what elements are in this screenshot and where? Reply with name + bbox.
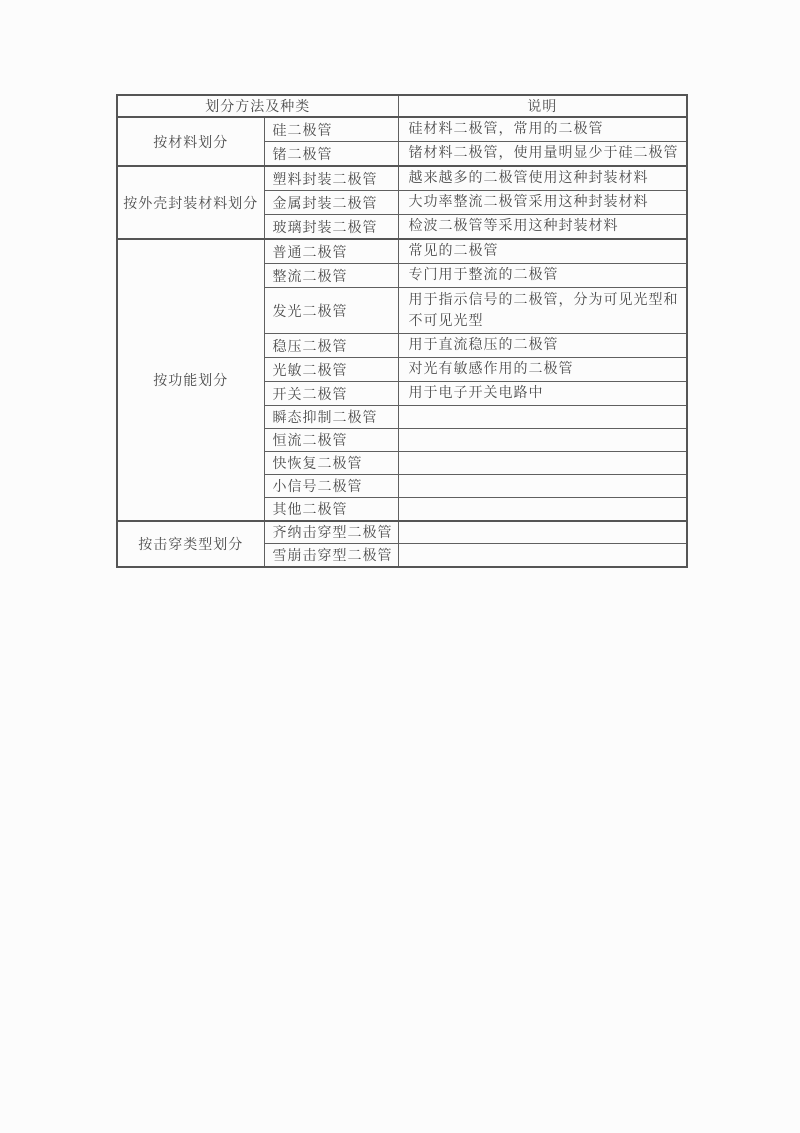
- type-cell: 锗二极管: [264, 142, 398, 167]
- type-cell: 金属封装二极管: [264, 191, 398, 215]
- desc-cell: [398, 475, 687, 498]
- desc-cell: [398, 429, 687, 452]
- desc-cell: 用于电子开关电路中: [398, 382, 687, 406]
- desc-cell: [398, 521, 687, 544]
- table-row: [117, 166, 687, 191]
- desc-cell: [398, 498, 687, 521]
- desc-cell: 对光有敏感作用的二极管: [398, 358, 687, 382]
- type-cell: 瞬态抑制二极管: [264, 406, 398, 429]
- type-cell: 快恢复二极管: [264, 452, 398, 475]
- table-row: [117, 117, 687, 142]
- category-cell: 按材料划分: [117, 117, 264, 166]
- header-desc-column: 说明: [398, 95, 687, 117]
- type-cell: 稳压二极管: [264, 334, 398, 358]
- desc-cell: 专门用于整流的二极管: [398, 264, 687, 288]
- header-method-column: 划分方法及种类: [117, 95, 398, 117]
- diode-classification-table: [116, 94, 688, 568]
- desc-cell: 检波二极管等采用这种封装材料: [398, 215, 687, 240]
- category-cell: 按击穿类型划分: [117, 521, 264, 567]
- type-cell: 小信号二极管: [264, 475, 398, 498]
- desc-cell: 越来越多的二极管使用这种封装材料: [398, 166, 687, 191]
- type-cell: 玻璃封装二极管: [264, 215, 398, 240]
- table-row: [117, 239, 687, 264]
- type-cell: 发光二极管: [264, 288, 398, 334]
- type-cell: 其他二极管: [264, 498, 398, 521]
- type-cell: 光敏二极管: [264, 358, 398, 382]
- type-cell: 塑料封装二极管: [264, 166, 398, 191]
- type-cell: 齐纳击穿型二极管: [264, 521, 398, 544]
- type-cell: 雪崩击穿型二极管: [264, 544, 398, 567]
- desc-cell: 大功率整流二极管采用这种封装材料: [398, 191, 687, 215]
- desc-cell: 用于直流稳压的二极管: [398, 334, 687, 358]
- desc-cell: 硅材料二极管，常用的二极管: [398, 117, 687, 142]
- category-cell: 按外壳封装材料划分: [117, 166, 264, 239]
- table-row: [117, 521, 687, 544]
- desc-cell: [398, 544, 687, 567]
- type-cell: 普通二极管: [264, 239, 398, 264]
- desc-cell: 用于指示信号的二极管，分为可见光型和不可见光型: [398, 288, 687, 334]
- desc-cell: 常见的二极管: [398, 239, 687, 264]
- category-cell: 按功能划分: [117, 239, 264, 521]
- table-header-row: [117, 95, 687, 117]
- type-cell: 恒流二极管: [264, 429, 398, 452]
- desc-cell: [398, 452, 687, 475]
- type-cell: 硅二极管: [264, 117, 398, 142]
- type-cell: 开关二极管: [264, 382, 398, 406]
- desc-cell: [398, 406, 687, 429]
- desc-cell: 锗材料二极管，使用量明显少于硅二极管: [398, 142, 687, 167]
- type-cell: 整流二极管: [264, 264, 398, 288]
